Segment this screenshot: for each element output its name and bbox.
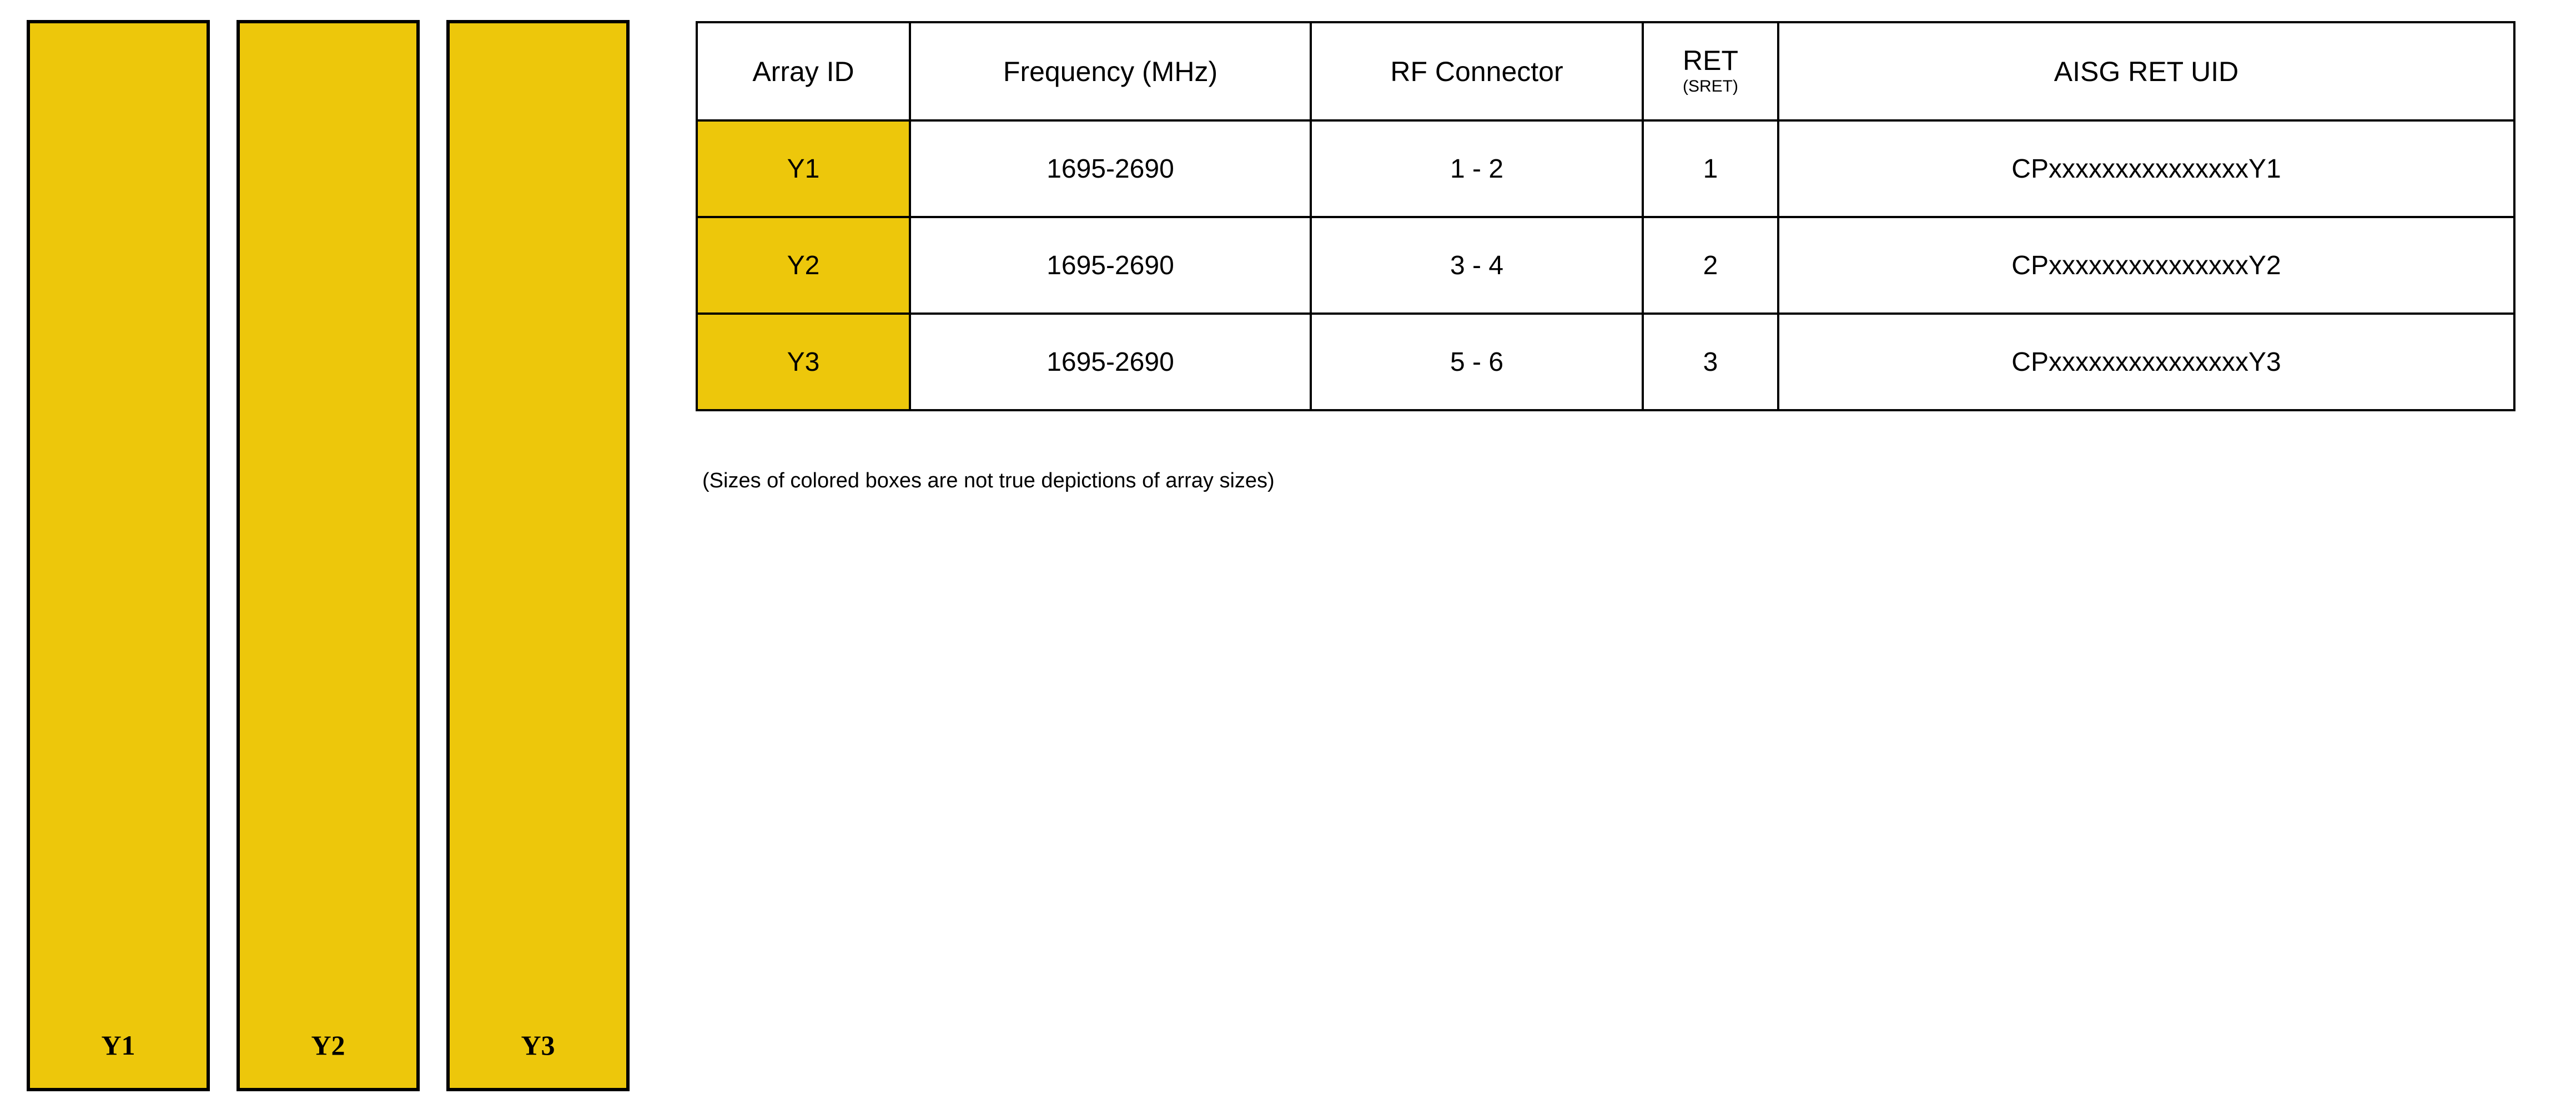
column-header-array-id: Array ID — [697, 22, 910, 120]
cell-array-id: Y2 — [697, 217, 910, 314]
table-header-row — [697, 22, 2514, 120]
cell-rf-connector: 5 - 6 — [1311, 314, 1643, 410]
cell-ret: 2 — [1643, 217, 1778, 314]
array-box-y3 — [446, 20, 630, 1091]
cell-array-id: Y1 — [697, 120, 910, 217]
column-header-aisg-ret-uid: AISG RET UID — [1778, 22, 2514, 120]
cell-rf-connector: 3 - 4 — [1311, 217, 1643, 314]
cell-frequency: 1695-2690 — [910, 217, 1311, 314]
array-box-label: Y1 — [101, 1030, 135, 1061]
column-header-ret-main: RET — [1683, 45, 1738, 77]
column-header-rf-connector: RF Connector — [1311, 22, 1643, 120]
table-row — [697, 217, 2514, 314]
column-header-frequency: Frequency (MHz) — [910, 22, 1311, 120]
column-header-ret — [1643, 22, 1778, 120]
table-header — [697, 22, 2514, 120]
table-body — [697, 120, 2514, 410]
array-diagram — [27, 20, 665, 1091]
footnote-text: (Sizes of colored boxes are not true depictions of array sizes) — [702, 469, 1275, 492]
cell-frequency: 1695-2690 — [910, 314, 1311, 410]
cell-aisg-ret-uid: CPxxxxxxxxxxxxxxxY1 — [1778, 120, 2514, 217]
cell-array-id: Y3 — [697, 314, 910, 410]
array-box-y1 — [27, 20, 210, 1091]
array-box-y2 — [237, 20, 420, 1091]
array-box-label: Y2 — [311, 1030, 345, 1061]
table-row — [697, 314, 2514, 410]
array-box-label: Y3 — [521, 1030, 555, 1061]
table-row — [697, 120, 2514, 217]
cell-ret: 3 — [1643, 314, 1778, 410]
cell-rf-connector: 1 - 2 — [1311, 120, 1643, 217]
array-spec-table — [696, 21, 2515, 411]
cell-ret: 1 — [1643, 120, 1778, 217]
cell-frequency: 1695-2690 — [910, 120, 1311, 217]
column-header-ret-sub: (SRET) — [1683, 77, 1738, 95]
cell-aisg-ret-uid: CPxxxxxxxxxxxxxxxY3 — [1778, 314, 2514, 410]
cell-aisg-ret-uid: CPxxxxxxxxxxxxxxxY2 — [1778, 217, 2514, 314]
